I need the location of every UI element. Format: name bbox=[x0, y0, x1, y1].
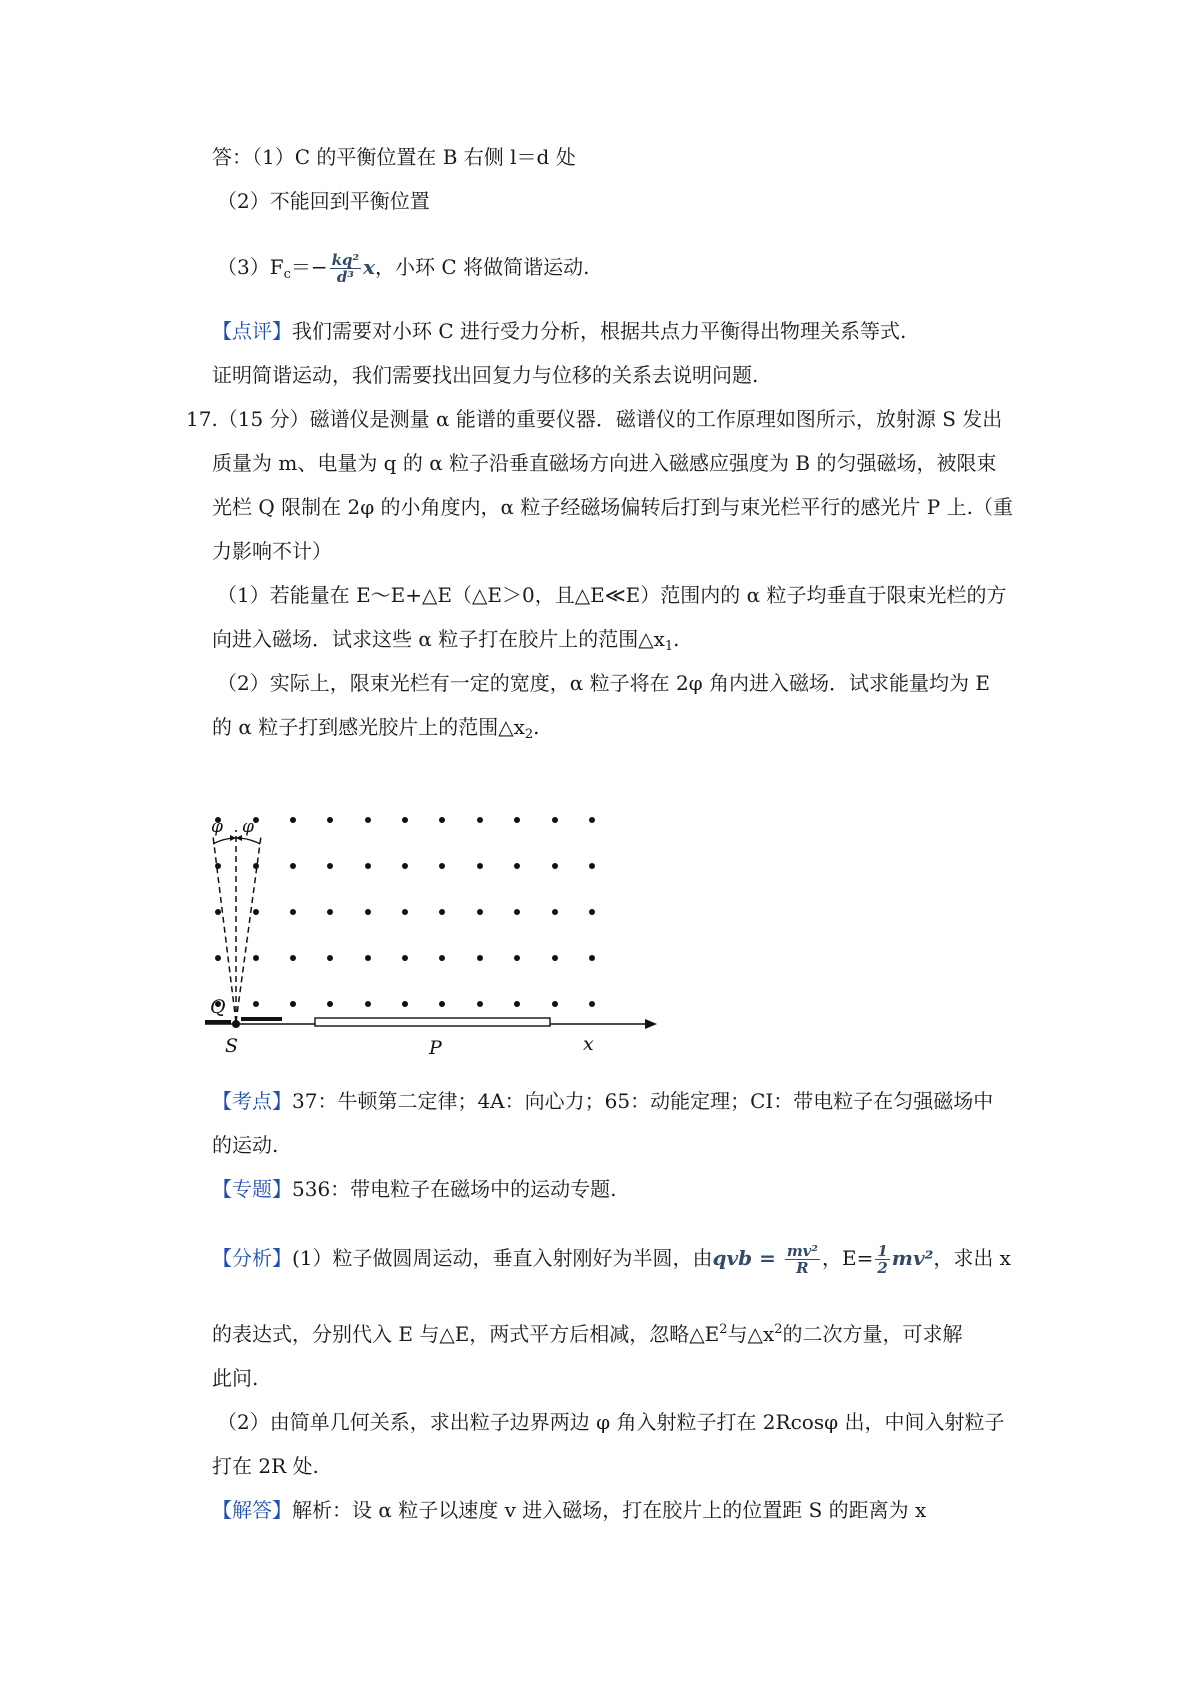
field-dot bbox=[514, 817, 520, 823]
field-dot bbox=[402, 1001, 408, 1007]
field-dot bbox=[552, 955, 558, 961]
field-dot bbox=[365, 909, 371, 915]
part1-text: 向进入磁场．试求这些 α 粒子打在胶片上的范围△x bbox=[212, 627, 665, 651]
kaodian-tag: 【考点】 bbox=[212, 1089, 292, 1113]
part2-line-1: （2）实际上，限束光栏有一定的宽度，α 粒子将在 2φ 角内进入磁场．试求能量均为 E bbox=[217, 671, 990, 695]
field-dot bbox=[327, 863, 333, 869]
half-numerator: 1 bbox=[877, 1242, 888, 1260]
comment-line-2: 证明简谐运动，我们需要找出回复力与位移的关系去说明问题. bbox=[212, 363, 759, 387]
fenxi-tag: 【分析】 bbox=[212, 1246, 292, 1270]
field-dot bbox=[439, 1001, 445, 1007]
jieda-tag: 【解答】 bbox=[212, 1498, 292, 1522]
field-dot bbox=[327, 955, 333, 961]
field-dot bbox=[327, 1001, 333, 1007]
lorentz-formula-left: qvb = bbox=[712, 1246, 783, 1270]
part2-line-2 bbox=[212, 713, 540, 745]
field-dot bbox=[215, 955, 221, 961]
question-line-2: 质量为 m、电量为 q 的 α 粒子沿垂直磁场方向进入磁感应强度为 B 的匀强磁场，被限束 bbox=[212, 451, 997, 475]
comment-text-1: 我们需要对小环 C 进行受力分析，根据共点力平衡得出物理关系等式. bbox=[292, 319, 907, 343]
part1-line-1: （1）若能量在 E～E+△E（△E＞0，且△E≪E）范围内的 α 粒子均垂直于限束光栏的方 bbox=[217, 583, 1007, 607]
kaodian-line-2: 的运动. bbox=[212, 1133, 279, 1157]
field-dot bbox=[589, 863, 595, 869]
x-axis-arrow bbox=[645, 1019, 657, 1029]
part2-text: 的 α 粒子打到感光胶片上的范围△x bbox=[212, 715, 525, 739]
field-dot bbox=[552, 863, 558, 869]
answer-line-3-suffix: ，小环 C 将做简谐运动. bbox=[375, 255, 590, 279]
field-dot bbox=[439, 817, 445, 823]
magnetic-field-dots bbox=[215, 817, 595, 1007]
field-dot bbox=[253, 955, 259, 961]
question-line-1 bbox=[186, 405, 1002, 433]
field-dot bbox=[253, 909, 259, 915]
field-dot bbox=[402, 863, 408, 869]
part2-end: . bbox=[533, 715, 540, 739]
kaodian-text-1: 37：牛顿第二定律；4A：向心力；65：动能定理；CI：带电粒子在匀强磁场中 bbox=[292, 1089, 994, 1113]
question-line-4: 力影响不计） bbox=[212, 539, 332, 563]
force-fraction-denominator: d³ bbox=[336, 268, 354, 286]
fenxi-l2a: 的表达式，分别代入 E 与△E，两式平方后相减，忽略△E bbox=[212, 1322, 720, 1346]
fenxi-text-1: (1）粒子做圆周运动，垂直入射刚好为半圆，由 bbox=[292, 1246, 713, 1270]
half-denominator: 2 bbox=[877, 1259, 888, 1277]
field-dot bbox=[477, 955, 483, 961]
field-dot bbox=[439, 909, 445, 915]
fenxi-end: ，求出 x bbox=[933, 1246, 1011, 1270]
field-dot bbox=[290, 863, 296, 869]
field-dot bbox=[402, 817, 408, 823]
magnetic-spectrometer-figure bbox=[205, 808, 665, 1058]
fenxi-l2c: 的二次方量，可求解 bbox=[782, 1322, 963, 1346]
label-Q: Q bbox=[210, 996, 226, 1018]
answer-line-3-sub: c bbox=[283, 267, 291, 282]
answer-line-3-prefix: （3）F bbox=[217, 255, 284, 279]
field-dot bbox=[589, 955, 595, 961]
field-dot bbox=[402, 909, 408, 915]
part1-line-2 bbox=[212, 625, 680, 657]
field-dot bbox=[477, 817, 483, 823]
photographic-film bbox=[315, 1018, 550, 1026]
comment-line-1 bbox=[212, 317, 906, 345]
answer-line-3 bbox=[217, 252, 589, 285]
part1-end: . bbox=[673, 627, 680, 651]
force-fraction-numerator: kq² bbox=[331, 251, 360, 269]
jieda-line bbox=[212, 1496, 926, 1524]
part1-sub: 1 bbox=[664, 639, 674, 654]
field-dot bbox=[290, 817, 296, 823]
kaodian-line-1 bbox=[212, 1087, 993, 1115]
force-variable: x bbox=[363, 255, 376, 279]
field-dot bbox=[215, 863, 221, 869]
field-dot bbox=[514, 1001, 520, 1007]
field-dot bbox=[290, 1001, 296, 1007]
field-dot bbox=[514, 909, 520, 915]
label-phi-right: φ bbox=[242, 817, 254, 837]
fenxi-mid: ，E= bbox=[821, 1246, 874, 1270]
fenxi-sup-1: 2 bbox=[719, 1322, 728, 1337]
field-dot bbox=[290, 909, 296, 915]
centripetal-denominator: R bbox=[796, 1259, 809, 1277]
label-P: P bbox=[429, 1037, 442, 1058]
label-S: S bbox=[225, 1035, 239, 1057]
zhuanti-line bbox=[212, 1175, 617, 1203]
kinetic-formula-right: mv² bbox=[891, 1246, 934, 1270]
fenxi-line-3: 此问. bbox=[212, 1366, 259, 1390]
fenxi-line-2 bbox=[212, 1320, 963, 1352]
label-phi-left: φ bbox=[211, 817, 223, 837]
zhuanti-tag: 【专题】 bbox=[212, 1177, 292, 1201]
field-dot bbox=[215, 909, 221, 915]
field-dot bbox=[477, 863, 483, 869]
field-dot bbox=[439, 955, 445, 961]
force-fraction bbox=[330, 252, 361, 285]
field-dot bbox=[589, 817, 595, 823]
fenxi-line-5: 打在 2R 处. bbox=[212, 1454, 319, 1478]
field-dot bbox=[365, 955, 371, 961]
question-number: 17. bbox=[186, 407, 218, 431]
fenxi-line-1 bbox=[212, 1243, 1011, 1276]
field-dot bbox=[253, 1001, 259, 1007]
field-dot bbox=[439, 863, 445, 869]
fenxi-sup-2: 2 bbox=[774, 1322, 783, 1337]
field-dot bbox=[552, 1001, 558, 1007]
angle-arrow-left bbox=[230, 835, 236, 841]
fenxi-l2b: 与△x bbox=[727, 1322, 775, 1346]
part2-sub: 2 bbox=[524, 727, 534, 742]
question-text-1: （15 分）磁谱仪是测量 α 能谱的重要仪器．磁谱仪的工作原理如图所示，放射源 S 发出 bbox=[217, 407, 1003, 431]
zhuanti-text: 536：带电粒子在磁场中的运动专题. bbox=[292, 1177, 617, 1201]
field-dot bbox=[327, 909, 333, 915]
field-dot bbox=[365, 817, 371, 823]
field-dot bbox=[365, 863, 371, 869]
field-dot bbox=[589, 909, 595, 915]
field-dot bbox=[514, 955, 520, 961]
answer-line-3-eq: ＝− bbox=[290, 255, 328, 279]
answer-line-2: （2）不能回到平衡位置 bbox=[217, 189, 430, 213]
field-dot bbox=[514, 863, 520, 869]
question-line-3: 光栏 Q 限制在 2φ 的小角度内，α 粒子经磁场偏转后打到与束光栏平行的感光片 P 上.（重 bbox=[212, 495, 1013, 519]
field-dot bbox=[589, 1001, 595, 1007]
field-dot bbox=[477, 1001, 483, 1007]
fenxi-line-4: （2）由简单几何关系，求出粒子边界两边 φ 角入射粒子打在 2Rcosφ 出，中间入射粒子 bbox=[217, 1410, 1005, 1434]
answer-line-1: 答：（1）C 的平衡位置在 B 右侧 l＝d 处 bbox=[212, 145, 576, 169]
label-x: x bbox=[583, 1033, 594, 1055]
field-dot bbox=[552, 909, 558, 915]
centripetal-numerator: mv² bbox=[786, 1242, 818, 1260]
field-dot bbox=[477, 909, 483, 915]
centripetal-fraction bbox=[785, 1243, 820, 1276]
field-dot bbox=[552, 817, 558, 823]
field-dot bbox=[327, 817, 333, 823]
jieda-text: 解析：设 α 粒子以速度 v 进入磁场，打在胶片上的位置距 S 的距离为 x bbox=[292, 1498, 927, 1522]
field-dot bbox=[290, 955, 296, 961]
half-fraction bbox=[875, 1243, 889, 1276]
field-dot bbox=[402, 955, 408, 961]
field-dot bbox=[365, 1001, 371, 1007]
comment-tag: 【点评】 bbox=[212, 319, 292, 343]
